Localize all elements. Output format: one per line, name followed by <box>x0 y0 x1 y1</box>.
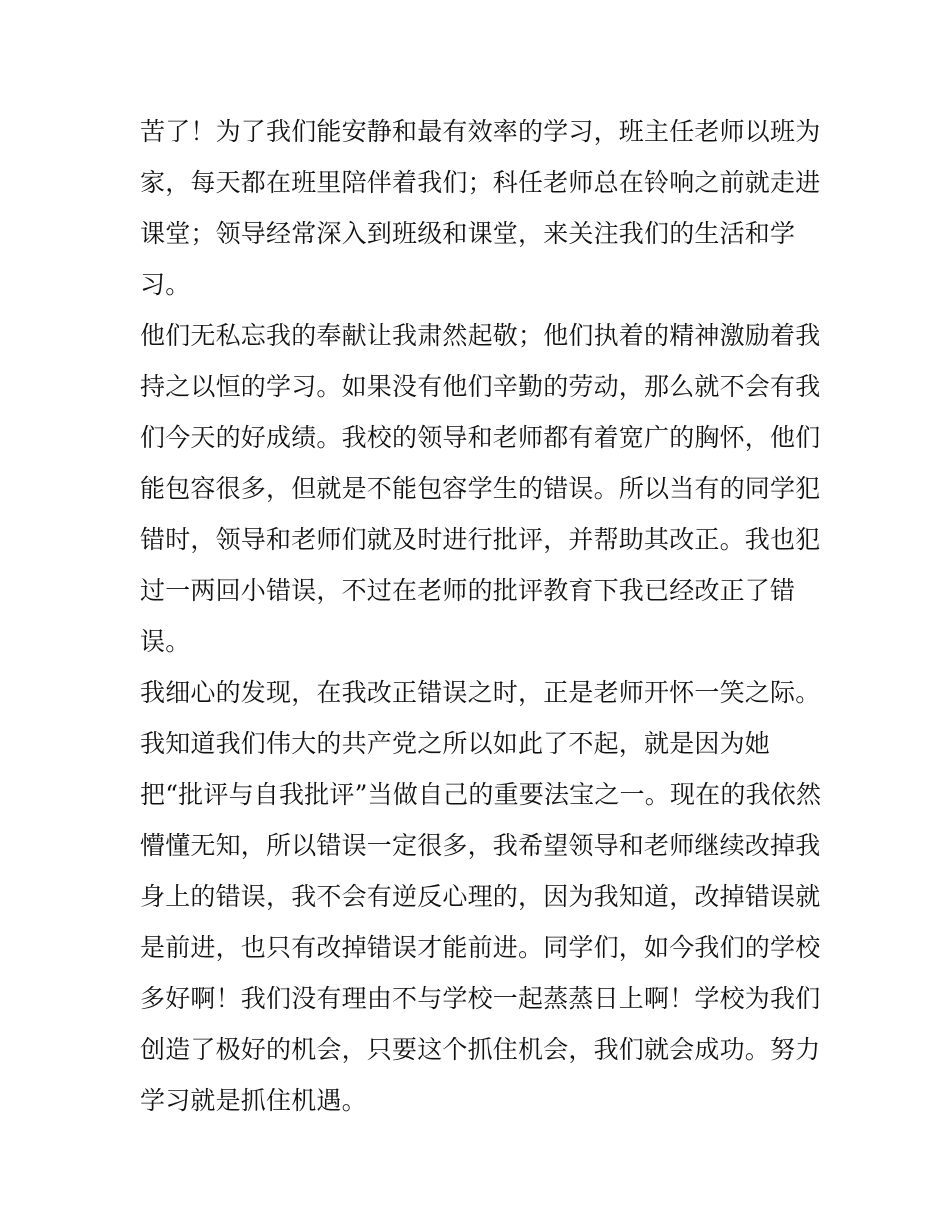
text-line: 他们无私忘我的奉献让我肃然起敬；他们执着的精神激励着我 <box>140 321 821 350</box>
text-line: 是前进，也只有改掉错误才能前进。同学们，如今我们的学校 <box>140 933 821 962</box>
text-line: 家，每天都在班里陪伴着我们；科任老师总在铃响之前就走进 <box>140 168 821 197</box>
text-line: 创造了极好的机会，只要这个抓住机会，我们就会成功。努力 <box>140 1035 821 1064</box>
text-line: 把“批评与自我批评”当做自己的重要法宝之一。现在的我依然 <box>140 780 822 809</box>
text-line: 错时，领导和老师们就及时进行批评，并帮助其改正。我也犯 <box>140 525 821 554</box>
text-line: 过一两回小错误，不过在老师的批评教育下我已经改正了错 <box>140 576 796 605</box>
text-line: 身上的错误，我不会有逆反心理的，因为我知道，改掉错误就 <box>140 882 821 911</box>
body-text <box>140 106 820 1126</box>
text-line: 能包容很多，但就是不能包容学生的错误。所以当有的同学犯 <box>140 474 821 503</box>
text-line: 学习就是抓住机遇。 <box>140 1086 367 1115</box>
text-line: 误。 <box>140 627 191 656</box>
text-line: 们今天的好成绩。我校的领导和老师都有着宽广的胸怀，他们 <box>140 423 821 452</box>
text-line: 多好啊！我们没有理由不与学校一起蒸蒸日上啊！学校为我们 <box>140 984 821 1013</box>
text-line: 我知道我们伟大的共产党之所以如此了不起，就是因为她 <box>140 729 771 758</box>
text-line: 懵懂无知，所以错误一定很多，我希望领导和老师继续改掉我 <box>140 831 821 860</box>
text-line: 习。 <box>140 270 191 299</box>
text-line: 课堂；领导经常深入到班级和课堂，来关注我们的生活和学 <box>140 219 796 248</box>
text-line: 持之以恒的学习。如果没有他们辛勤的劳动，那么就不会有我 <box>140 372 821 401</box>
text-line: 苦了！为了我们能安静和最有效率的学习，班主任老师以班为 <box>140 117 821 146</box>
text-line: 我细心的发现，在我改正错误之时，正是老师开怀一笑之际。 <box>140 678 821 707</box>
